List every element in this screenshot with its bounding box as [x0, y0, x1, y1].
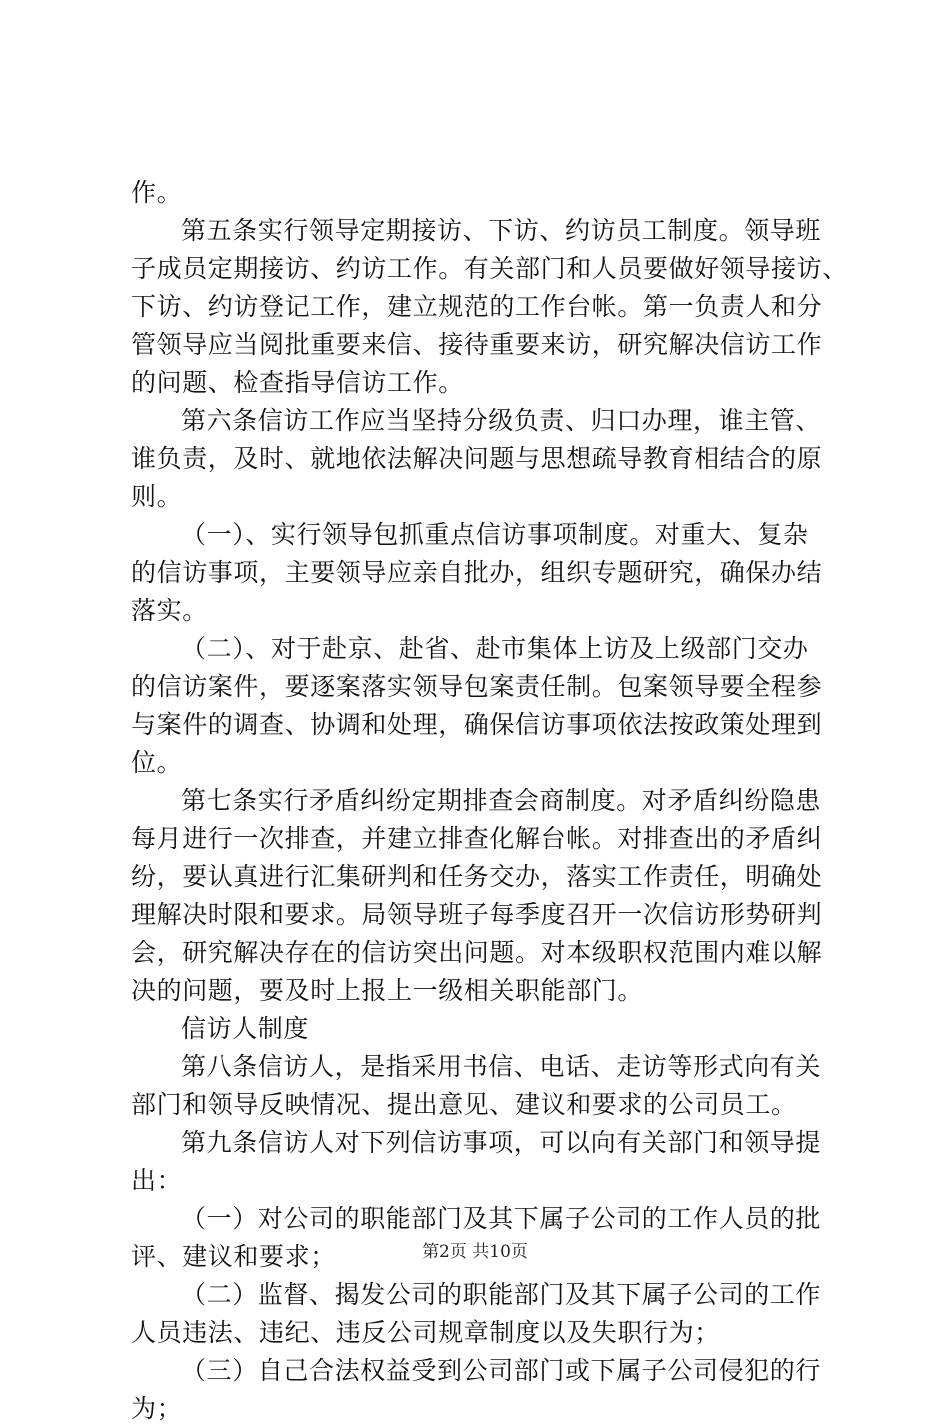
text-line: 部门和领导反映情况、提出意见、建议和要求的公司员工。 [131, 1090, 797, 1119]
text-line: 第五条实行领导定期接访、下访、约访员工制度。领导班 [181, 216, 822, 245]
text-line: 第八条信访人，是指采用书信、电话、走访等形式向有关 [181, 1052, 822, 1081]
text-line: 第六条信访工作应当坚持分级负责、归口办理，谁主管、 [181, 406, 822, 435]
text-line: 决的问题，要及时上报上一级相关职能部门。 [131, 976, 644, 1005]
page-number-footer: 第2页 共10页 [422, 1242, 528, 1262]
text-line: 第九条信访人对下列信访事项，可以向有关部门和领导提 [181, 1128, 822, 1157]
text-line: 子成员定期接访、约访工作。有关部门和人员要做好领导接访、 [131, 254, 848, 283]
text-line: （二）、对于赴京、赴省、赴市集体上访及上级部门交办 [181, 634, 809, 663]
text-line: 评、建议和要求； [131, 1242, 336, 1271]
text-line: 第七条实行矛盾纠纷定期排查会商制度。对矛盾纠纷隐患 [181, 786, 822, 815]
text-line: （三）自己合法权益受到公司部门或下属子公司侵犯的行 [181, 1356, 822, 1385]
text-line: 纷，要认真进行汇集研判和任务交办，落实工作责任，明确处 [131, 862, 823, 891]
text-line: 的信访案件，要逐案落实领导包案责任制。包案领导要全程参 [131, 672, 823, 701]
text-line: 的信访事项，主要领导应亲自批办，组织专题研究，确保办结 [131, 558, 823, 587]
text-line: 会，研究解决存在的信访突出问题。对本级职权范围内难以解 [131, 938, 823, 967]
text-line: 人员违法、违纪、违反公司规章制度以及失职行为； [131, 1318, 720, 1347]
text-line: 的问题、检查指导信访工作。 [131, 368, 464, 397]
text-line: 与案件的调查、协调和处理，确保信访事项依法按政策处理到 [131, 710, 823, 739]
text-line: 作。 [131, 178, 183, 207]
section-heading: 信访人制度 [181, 1014, 310, 1043]
text-line: 理解决时限和要求。局领导班子每季度召开一次信访形势研判 [131, 900, 823, 929]
text-line: 落实。 [131, 596, 208, 625]
text-line: （一）、实行领导包抓重点信访事项制度。对重大、复杂 [181, 520, 809, 549]
text-line: 出： [131, 1166, 183, 1195]
text-line: （一）对公司的职能部门及其下属子公司的工作人员的批 [181, 1204, 822, 1233]
text-line: 下访、约访登记工作，建立规范的工作台帐。第一负责人和分 [131, 292, 823, 321]
text-line: 位。 [131, 748, 183, 777]
text-line: 每月进行一次排查，并建立排查化解台帐。对排查出的矛盾纠 [131, 824, 823, 853]
text-line: 为； [131, 1394, 183, 1423]
text-line: 谁负责，及时、就地依法解决问题与思想疏导教育相结合的原 [131, 444, 823, 473]
text-line: 管领导应当阅批重要来信、接待重要来访，研究解决信访工作 [131, 330, 823, 359]
text-line: 则。 [131, 482, 183, 511]
text-line: （二）监督、揭发公司的职能部门及其下属子公司的工作 [181, 1280, 822, 1309]
